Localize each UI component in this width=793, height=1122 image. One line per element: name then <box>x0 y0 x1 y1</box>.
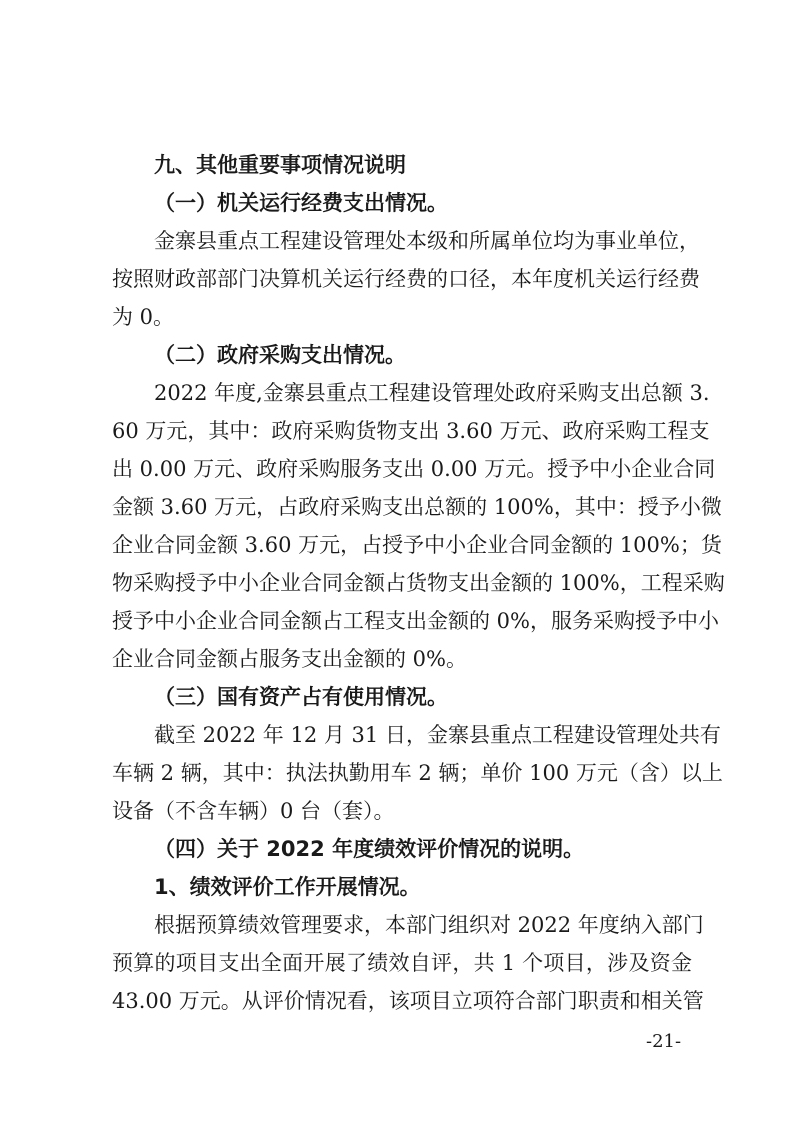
paragraph-line: 根据预算绩效管理要求，本部门组织对 2022 年度纳入部门 <box>154 913 704 937</box>
paragraph-line: 企业合同金额占服务支出金额的 0%。 <box>112 647 467 671</box>
section-heading: 九、其他重要事项情况说明 <box>154 153 406 177</box>
paragraph-line: 2022 年度,金寨县重点工程建设管理处政府采购支出总额 3. <box>154 381 710 405</box>
paragraph-line: 43.00 万元。从评价情况看，该项目立项符合部门职责和相关管 <box>112 989 704 1013</box>
paragraph-line: 车辆 2 辆，其中：执法执勤用车 2 辆；单价 100 万元（含）以上 <box>112 761 723 785</box>
section-heading: （一）机关运行经费支出情况。 <box>154 191 448 215</box>
section-heading: （四）关于 2022 年度绩效评价情况的说明。 <box>154 837 585 861</box>
paragraph-line: 授予中小企业合同金额占工程支出金额的 0%，服务采购授予中小 <box>112 609 719 633</box>
document-body <box>112 146 725 1020</box>
paragraph-line: 预算的项目支出全面开展了绩效自评，共 1 个项目，涉及资金 <box>112 951 692 975</box>
paragraph-line: 企业合同金额 3.60 万元，占授予中小企业合同金额的 100%；货 <box>112 533 722 557</box>
paragraph-line: 设备（不含车辆）0 台（套）。 <box>112 799 395 823</box>
paragraph-line: 为 0。 <box>112 305 175 329</box>
section-heading: （二）政府采购支出情况。 <box>154 343 406 367</box>
paragraph-line: 金寨县重点工程建设管理处本级和所属单位均为事业单位， <box>154 229 700 253</box>
page-number: -21- <box>646 1031 682 1052</box>
paragraph-line: 出 0.00 万元、政府采购服务支出 0.00 万元。授予中小企业合同 <box>112 457 716 481</box>
section-heading: （三）国有资产占有使用情况。 <box>154 685 448 709</box>
section-heading: 1、绩效评价工作开展情况。 <box>154 875 421 899</box>
paragraph-line: 60 万元，其中：政府采购货物支出 3.60 万元、政府采购工程支 <box>112 419 710 443</box>
paragraph-line: 按照财政部部门决算机关运行经费的口径，本年度机关运行经费 <box>112 267 700 291</box>
paragraph-line: 金额 3.60 万元，占政府采购支出总额的 100%，其中：授予小微 <box>112 495 722 519</box>
paragraph-line: 物采购授予中小企业合同金额占货物支出金额的 100%，工程采购 <box>112 571 725 595</box>
paragraph-line: 截至 2022 年 12 月 31 日，金寨县重点工程建设管理处共有 <box>154 723 721 747</box>
